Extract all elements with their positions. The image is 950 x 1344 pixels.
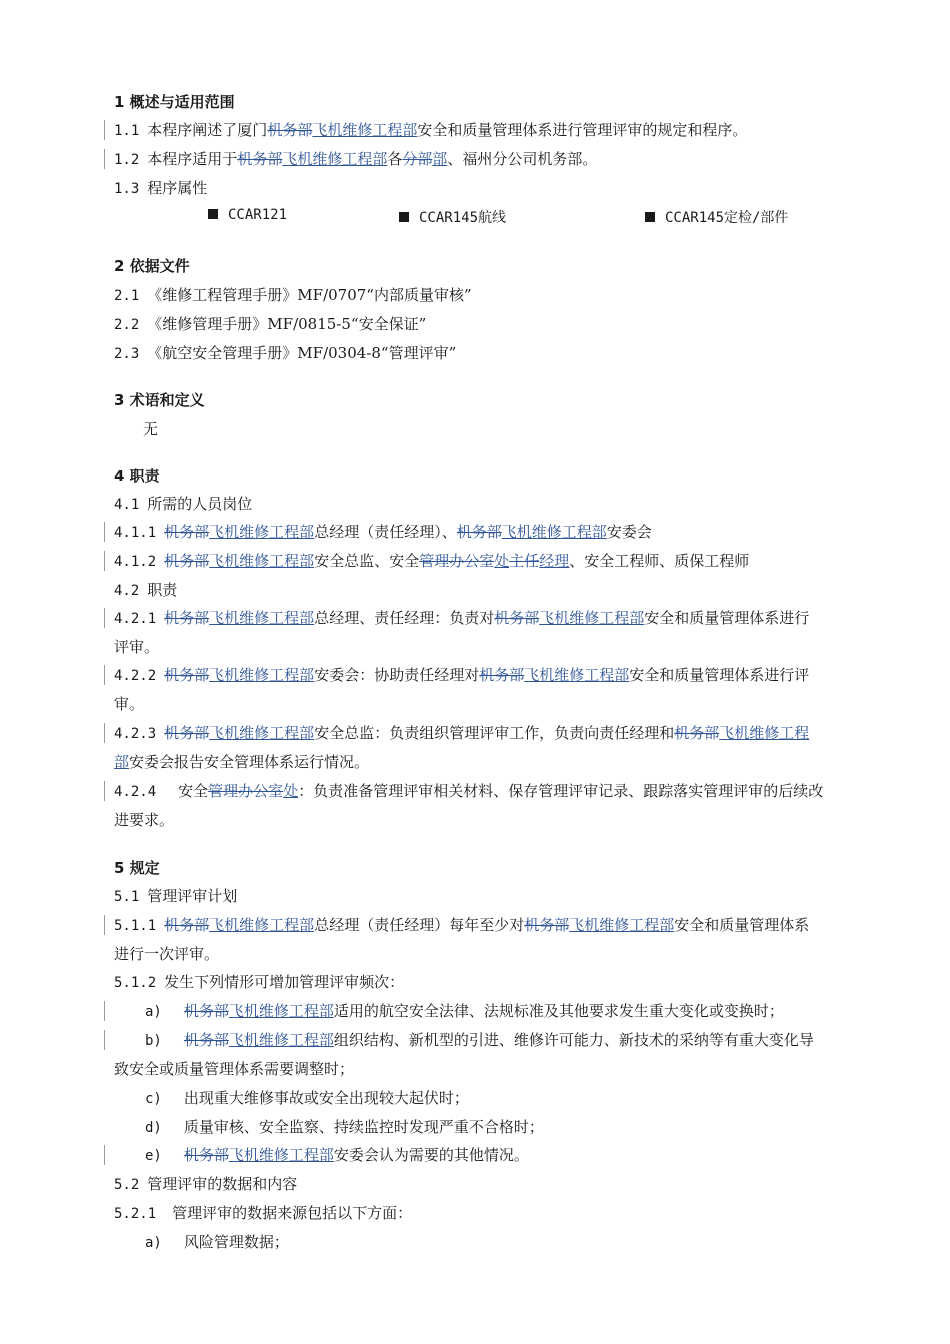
change-bar <box>104 551 105 571</box>
inserted-text: 飞机维修工程部 <box>569 916 675 934</box>
section-1-title: 1 概述与适用范围 <box>114 93 235 111</box>
inserted-text: 经理 <box>539 552 570 570</box>
list-item-a: a) 机务部飞机维修工程部适用的航空安全法律、法规标准及其他要求发生重大变化或变换时； <box>145 1002 784 1020</box>
inserted-text: 飞机维修工程部 <box>209 609 315 627</box>
clause-4-2-1: 4.2.1 机务部飞机维修工程部总经理、责任经理：负责对机务部飞机维修工程部安全和质量管理体系进行 <box>114 609 810 627</box>
deleted-text: 机务部 <box>164 609 210 627</box>
inserted-text: 处 <box>283 782 299 800</box>
inserted-text: 飞机维修工程部 <box>539 609 645 627</box>
change-bar <box>104 608 105 628</box>
clause-5-1-1-cont: 进行一次评审。 <box>114 945 220 963</box>
section-5-title: 5 规定 <box>114 859 160 877</box>
clause-1-1: 1.1 本程序阐述了厦门机务部飞机维修工程部安全和质量管理体系进行管理评审的规定和程序。 <box>114 121 748 139</box>
clause-5-1: 5.1 管理评审计划 <box>114 887 238 905</box>
change-bar <box>104 1145 105 1165</box>
change-bar <box>104 781 105 801</box>
inserted-text: 飞机维修工程部 <box>312 121 418 139</box>
deleted-text: 机务部 <box>183 1031 229 1049</box>
change-bar <box>104 1001 105 1021</box>
change-bar <box>104 522 105 542</box>
program-attributes <box>0 207 950 227</box>
inserted-text: 飞机维修工程部 <box>282 150 388 168</box>
change-bar <box>104 149 105 169</box>
deleted-text: 机务部 <box>164 724 210 742</box>
clause-4-2-4-cont: 进要求。 <box>114 811 175 829</box>
clause-5-2-1: 5.2.1 管理评审的数据来源包括以下方面： <box>114 1204 413 1222</box>
deleted-text: 分部 <box>402 150 433 168</box>
inserted-text: 部 <box>114 753 130 771</box>
deleted-text: 主任 <box>509 552 540 570</box>
clause-4-1: 4.1 所需的人员岗位 <box>114 495 253 513</box>
clause-4-1-1: 4.1.1 机务部飞机维修工程部总经理（责任经理）、机务部飞机维修工程部安委会 <box>114 523 652 541</box>
deleted-text: 机务部 <box>183 1002 229 1020</box>
deleted-text: 机务部 <box>674 724 720 742</box>
inserted-text: 飞机维修工程部 <box>501 523 607 541</box>
clause-4-2-4: 4.2.4 安全管理办公室处：负责准备管理评审相关材料、保存管理评审记录、跟踪落实管理评审的后续改 <box>114 782 824 800</box>
deleted-text: 机务部 <box>524 916 570 934</box>
deleted-text: 机务部 <box>164 916 210 934</box>
clause-4-1-2: 4.1.2 机务部飞机维修工程部安全总监、安全管理办公室处主任经理、安全工程师、质保工程师 <box>114 552 750 570</box>
clause-4-2-3: 4.2.3 机务部飞机维修工程部安全总监：负责组织管理评审工作，负责向责任经理和机务部飞机维修工程 <box>114 724 810 742</box>
deleted-text: 机务部 <box>494 609 540 627</box>
clause-1-3: 1.3 程序属性 <box>114 179 208 197</box>
clause-4-2-1-cont: 评审。 <box>114 638 160 656</box>
inserted-text: 飞机维修工程部 <box>228 1146 334 1164</box>
clause-4-2-3-cont: 部安委会报告安全管理体系运行情况。 <box>114 753 370 771</box>
deleted-text: 管理办公室 <box>419 552 495 570</box>
inserted-text: 飞机维修工程 <box>719 724 810 742</box>
deleted-text: 机务部 <box>164 666 210 684</box>
list-item-a-2: a) 风险管理数据； <box>145 1233 289 1251</box>
clause-5-2: 5.2 管理评审的数据和内容 <box>114 1175 298 1193</box>
deleted-text: 机务部 <box>164 552 210 570</box>
deleted-text: 机务部 <box>479 666 525 684</box>
clause-4-2-2-cont: 审。 <box>114 695 145 713</box>
section-3-title: 3 术语和定义 <box>114 391 205 409</box>
inserted-text: 部 <box>432 150 448 168</box>
list-item-c: c) 出现重大维修事故或安全出现较大起伏时； <box>145 1089 469 1107</box>
deleted-text: 管理办公室 <box>208 782 284 800</box>
deleted-text: 机务部 <box>267 121 313 139</box>
deleted-text: 机务部 <box>237 150 283 168</box>
section-2-title: 2 依据文件 <box>114 257 190 275</box>
list-item-e: e) 机务部飞机维修工程部安委会认为需要的其他情况。 <box>145 1146 529 1164</box>
inserted-text: 飞机维修工程部 <box>209 523 315 541</box>
deleted-text: 机务部 <box>164 523 210 541</box>
inserted-text: 飞机维修工程部 <box>209 916 315 934</box>
change-bar <box>104 1030 105 1050</box>
clause-2-3: 2.3 《航空安全管理手册》MF/0304-8“管理评审” <box>114 344 457 362</box>
section-3-body: 无 <box>143 420 159 438</box>
change-bar <box>104 120 105 140</box>
clause-2-1: 2.1 《维修工程管理手册》MF/0707“内部质量审核” <box>114 286 472 304</box>
change-bar <box>104 915 105 935</box>
filled-square-icon <box>645 212 655 222</box>
clause-4-2-2: 4.2.2 机务部飞机维修工程部安委会：协助责任经理对机务部飞机维修工程部安全和质量管理体系进行评 <box>114 666 810 684</box>
change-bar <box>104 723 105 743</box>
attribute-ccar121: CCAR121 <box>208 207 287 223</box>
inserted-text: 飞机维修工程部 <box>209 666 315 684</box>
inserted-text: 飞机维修工程部 <box>524 666 630 684</box>
inserted-text: 飞机维修工程部 <box>209 552 315 570</box>
deleted-text: 机务部 <box>456 523 502 541</box>
inserted-text: 飞机维修工程部 <box>228 1031 334 1049</box>
clause-2-2: 2.2 《维修管理手册》MF/0815-5“安全保证” <box>114 315 427 333</box>
filled-square-icon <box>399 212 409 222</box>
attribute-ccar145-line: CCAR145航线 <box>399 207 506 227</box>
change-bar <box>104 665 105 685</box>
inserted-text: 飞机维修工程部 <box>228 1002 334 1020</box>
deleted-text: 机务部 <box>183 1146 229 1164</box>
list-item-b-cont: 致安全或质量管理体系需要调整时； <box>114 1060 355 1078</box>
clause-1-2: 1.2 本程序适用于机务部飞机维修工程部各分部部、福州分公司机务部。 <box>114 150 598 168</box>
list-item-b: b) 机务部飞机维修工程部组织结构、新机型的引进、维修许可能力、新技术的采纳等有重大变化导 <box>145 1031 814 1049</box>
section-4-title: 4 职责 <box>114 467 160 485</box>
clause-5-1-1: 5.1.1 机务部飞机维修工程部总经理（责任经理）每年至少对机务部飞机维修工程部安全和质量管理体系 <box>114 916 810 934</box>
inserted-text: 飞机维修工程部 <box>209 724 315 742</box>
attribute-ccar145-check: CCAR145定检/部件 <box>645 207 788 227</box>
clause-5-1-2: 5.1.2 发生下列情形可增加管理评审频次： <box>114 973 405 991</box>
list-item-d: d) 质量审核、安全监察、持续监控时发现严重不合格时； <box>145 1118 544 1136</box>
filled-square-icon <box>208 209 218 219</box>
clause-4-2: 4.2 职责 <box>114 581 178 599</box>
inserted-text: 处 <box>494 552 510 570</box>
